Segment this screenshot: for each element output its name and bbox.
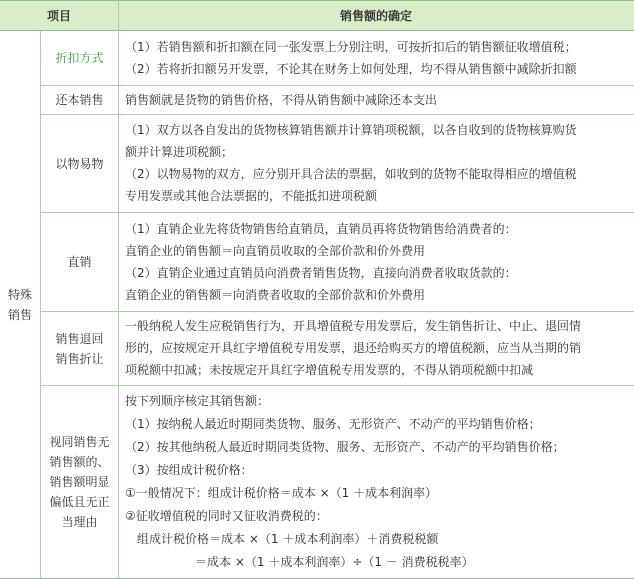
- content-line: （2）直销企业通过直销员向消费者销售货物，直接向消费者收取货款的：: [125, 266, 517, 280]
- row-label-returns-allowance: [41, 312, 118, 385]
- row-label-line: 以物易物: [55, 156, 104, 171]
- content-line: 额并计算进项税额；: [125, 145, 234, 159]
- row-content-discount: [119, 36, 634, 80]
- row-label-line: 直销: [67, 255, 92, 269]
- content-line: 一般纳税人发生应税销售行为，开具增值税专用发票后，发生销售折让、中止、退回情: [125, 319, 582, 333]
- header-sales-amount-label: 销售额的确定: [339, 9, 412, 23]
- row-content-deemed-sales: [119, 390, 634, 574]
- content-line: 组成计税价格＝成本 ×（1 ＋成本利润率）＋消费税税额: [137, 532, 439, 546]
- content-line: 销售额就是货物的销售价格，不得从销售额中减除还本支出: [125, 93, 438, 107]
- row-label-line: 偏低且无正: [49, 495, 110, 509]
- content-line: ①一般情况下：组成计税价格＝成本 ×（1 ＋成本利润率）: [125, 486, 438, 500]
- content-line: 项税额中扣减；未按规定开具红字增值税专用发票的，不得从销项税额中扣减: [125, 363, 534, 377]
- content-line: （1）按纳税人最近时期同类货物、服务、无形资产、不动产的平均销售价格；: [125, 417, 541, 431]
- row-content-direct-sales: [119, 218, 634, 306]
- row-content-barter: [119, 119, 634, 207]
- content-line: 专用发票或其他合法票据的，不能抵扣进项税额: [125, 189, 378, 203]
- content-line: （3）按组成计税价格：: [125, 463, 253, 477]
- content-line: （2）按其他纳税人最近时期同类货物、服务、无形资产、不动产的平均销售价格；: [125, 440, 565, 454]
- content-line: 直销企业的销售额＝向消费者收取的全部价款和价外费用: [125, 288, 426, 302]
- row-content-returns-allowance: [119, 315, 634, 381]
- content-line: 按下列顺序核定其销售额：: [125, 394, 270, 408]
- row-label-barter: [41, 115, 118, 212]
- grid-line: [40, 85, 634, 86]
- row-label-line: 销售额明显: [49, 475, 110, 489]
- content-line: （1）直销企业先将货物销售给直销员，直销员再将货物销售给消费者的：: [125, 222, 517, 236]
- grid-line: [40, 311, 634, 312]
- category-line: 特殊: [7, 287, 32, 302]
- content-line: （1）双方以各自发出的货物核算销售额并计算销项税额，以各自收到的货物核算购货: [125, 123, 577, 137]
- row-label-line: 折扣方式: [55, 51, 104, 65]
- content-line: （2）若将折扣额另开发票，不论其在财务上如何处理，均不得从销售额中减除折扣额: [125, 62, 577, 76]
- row-label-line: 当理由: [61, 515, 98, 529]
- content-line: 形的，应按规定开具红字增值税专用发票，退还给购买方的增值税额，应当从当期的销: [125, 341, 582, 355]
- content-line: ＝成本 ×（1 ＋成本利润率）÷（1 － 消费税税率）: [195, 555, 474, 569]
- category-special-sales: [0, 31, 40, 578]
- content-line: 直销企业的销售额＝向直销员收取的全部价款和价外费用: [125, 244, 426, 258]
- header-item: [0, 0, 118, 31]
- row-label-line: 销售退回: [55, 331, 104, 346]
- content-line: （2）以物易物的双方，应分别开具合法的票据，如收到的货物不能取得相应的增值税: [125, 167, 577, 181]
- row-label-deemed-sales: [41, 386, 118, 578]
- row-content-repayment-sales: [119, 89, 634, 111]
- row-label-discount: [41, 31, 118, 85]
- row-label-line: 还本销售: [55, 93, 104, 107]
- grid-line: [40, 212, 634, 213]
- row-label-repayment-sales: [41, 86, 118, 114]
- row-label-line: 销售额的、: [49, 455, 110, 469]
- content-line: ②征收增值税的同时又征收消费税的：: [125, 509, 328, 523]
- grid-line: [40, 114, 634, 115]
- header-sales-amount: [118, 0, 634, 31]
- content-line: （1）若销售额和折扣额在同一张发票上分别注明，可按折扣后的销售额征收增值税；: [125, 40, 577, 54]
- row-label-line: 视同销售无: [49, 435, 110, 449]
- header-item-label: 项目: [46, 9, 71, 23]
- grid-line: [40, 385, 634, 386]
- row-label-line: 销售折让: [55, 351, 104, 366]
- category-line: 销售: [7, 307, 32, 322]
- row-label-direct-sales: [41, 213, 118, 311]
